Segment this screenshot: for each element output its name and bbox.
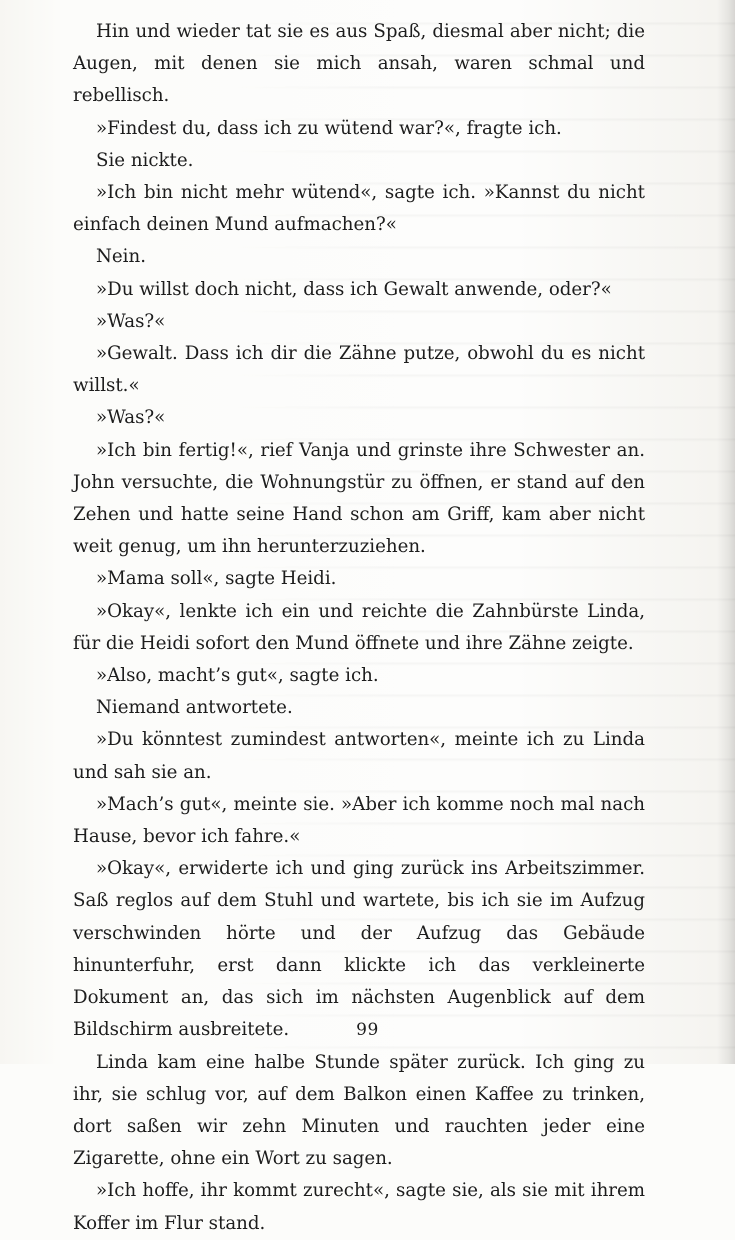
paragraph: »Mach’s gut«, meinte sie. »Aber ich komme noch mal nach Hause, bevor ich fahre.« [73, 793, 645, 848]
spine-shadow [717, 0, 735, 1064]
paragraph: Linda kam eine halbe Stunde später zurück. Ich ging zu ihr, sie schlug vor, auf dem Balkon einen Kaffee zu trinken, dort saßen wir zehn Minuten und rauchten jeder eine Zigarette, ohne ein Wort zu sagen. [73, 1051, 645, 1170]
page-number: 99 [356, 1020, 379, 1040]
paragraph: »Du könntest zumindest antworten«, meinte ich zu Linda und sah sie an. [73, 729, 645, 783]
paragraph: Nein. [96, 246, 146, 268]
paragraph: »Mama soll«, sagte Heidi. [96, 568, 337, 590]
paragraph: »Also, macht’s gut«, sagte ich. [96, 665, 379, 687]
paragraph: »Du willst doch nicht, dass ich Gewalt anwende, oder?« [96, 278, 612, 300]
paragraph: Niemand antwortete. [96, 697, 293, 719]
paragraph: Sie nickte. [96, 149, 194, 171]
paragraph: »Ich bin fertig!«, rief Vanja und grinste ihre Schwester an. John versuchte, die Wohnungstür zu öffnen, er stand auf den Zehen und hatte seine Hand schon am Griff, kam aber nicht weit genug, um ihn herunterzuziehen. [73, 439, 645, 558]
paragraph: »Findest du, dass ich zu wütend war?«, fragte ich. [96, 117, 562, 139]
paragraph: Hin und wieder tat sie es aus Spaß, diesmal aber nicht; die Augen, mit denen sie mich ansah, waren schmal und rebellisch. [73, 21, 645, 107]
paragraph: »Ich bin nicht mehr wütend«, sagte ich. »Kannst du nicht einfach deinen Mund aufmachen?« [73, 182, 645, 236]
paragraph: »Ich hoffe, ihr kommt zurecht«, sagte sie, als sie mit ihrem Koffer im Flur stand. [73, 1180, 645, 1234]
paragraph: »Gewalt. Dass ich dir die Zähne putze, obwohl du es nicht willst.« [73, 343, 645, 397]
paragraph: »Was?« [96, 407, 166, 429]
paragraph: »Okay«, lenkte ich ein und reichte die Zahnbürste Linda, für die Heidi sofort den Mund öffnete und ihre Zähne zeigte. [73, 600, 645, 654]
paragraph: »Was?« [96, 310, 166, 332]
paragraph: »Okay«, erwiderte ich und ging zurück ins Arbeitszimmer. Saß reglos auf dem Stuhl und wartete, bis ich sie im Aufzug verschwinden hörte und der Aufzug das Gebäude hinunterfuhr, erst dann klickte ich das verkleinerte Dokument an, das sich im nächsten Augenblick auf dem Bildschirm ausbreitete. [73, 858, 645, 1041]
body-text [73, 16, 645, 1240]
